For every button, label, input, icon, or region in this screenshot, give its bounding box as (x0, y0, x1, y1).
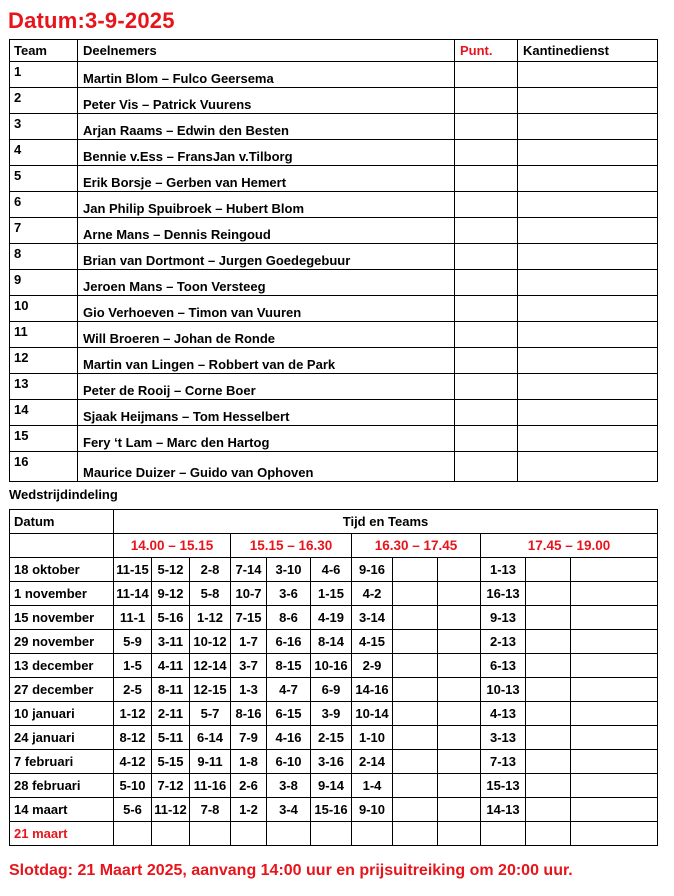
team-canteen (518, 218, 658, 244)
match-cell: 3-7 (231, 654, 267, 678)
header-canteen: Kantinedienst (518, 40, 658, 62)
match-cell: 15-16 (311, 798, 352, 822)
slot-3: 16.30 – 17.45 (352, 534, 481, 558)
match-cell (393, 606, 438, 630)
match-cell (571, 558, 658, 582)
footer-note (9, 862, 573, 880)
team-participants: Arne Mans – Dennis Reingoud (78, 218, 455, 244)
team-row (10, 426, 658, 452)
match-cell (526, 678, 571, 702)
match-cell: 4-6 (311, 558, 352, 582)
team-row (10, 374, 658, 400)
match-cell (526, 726, 571, 750)
match-cell (571, 798, 658, 822)
match-cell: 11-15 (114, 558, 152, 582)
match-cell: 6-9 (311, 678, 352, 702)
match-cell (571, 750, 658, 774)
match-cell: 3-10 (267, 558, 311, 582)
match-cell (526, 606, 571, 630)
match-cell: 5-12 (152, 558, 190, 582)
match-cell: 4-2 (352, 582, 393, 606)
match-cell: 10-12 (190, 630, 231, 654)
match-cell: 3-9 (311, 702, 352, 726)
team-row (10, 348, 658, 374)
match-cell (526, 558, 571, 582)
team-canteen (518, 192, 658, 218)
team-participants: Peter Vis – Patrick Vuurens (78, 88, 455, 114)
match-cell: 7-12 (152, 774, 190, 798)
match-cell: 8-14 (311, 630, 352, 654)
team-points (455, 88, 518, 114)
teams-header-row (10, 40, 658, 62)
match-cell: 16-13 (481, 582, 526, 606)
page-title: Datum:3-9-2025 (8, 8, 175, 33)
match-cell (438, 654, 481, 678)
schedule-date: 27 december (10, 678, 114, 702)
match-cell: 1-2 (231, 798, 267, 822)
match-cell: 3-13 (481, 726, 526, 750)
team-number: 10 (10, 296, 78, 322)
match-cell: 2-11 (152, 702, 190, 726)
match-cell: 2-15 (311, 726, 352, 750)
match-cell (571, 606, 658, 630)
team-participants: Maurice Duizer – Guido van Ophoven (78, 452, 455, 482)
team-row (10, 270, 658, 296)
match-cell (438, 750, 481, 774)
team-row (10, 166, 658, 192)
team-points (455, 400, 518, 426)
match-cell: 5-9 (114, 630, 152, 654)
schedule-date: 7 februari (10, 750, 114, 774)
schedule-date: 29 november (10, 630, 114, 654)
team-participants: Bennie v.Ess – FransJan v.Tilborg (78, 140, 455, 166)
match-cell (393, 774, 438, 798)
match-cell (526, 630, 571, 654)
team-number: 14 (10, 400, 78, 426)
match-cell: 7-13 (481, 750, 526, 774)
team-participants: Martin van Lingen – Robbert van de Park (78, 348, 455, 374)
match-cell (438, 726, 481, 750)
match-cell (438, 678, 481, 702)
schedule-date: 28 februari (10, 774, 114, 798)
slot-empty (10, 534, 114, 558)
match-cell: 11-16 (190, 774, 231, 798)
match-cell (481, 822, 526, 846)
team-participants: Brian van Dortmont – Jurgen Goedegebuur (78, 244, 455, 270)
match-cell (526, 774, 571, 798)
match-cell: 8-6 (267, 606, 311, 630)
team-participants: Gio Verhoeven – Timon van Vuuren (78, 296, 455, 322)
team-points (455, 244, 518, 270)
team-row (10, 400, 658, 426)
team-row (10, 322, 658, 348)
match-cell: 4-15 (352, 630, 393, 654)
match-cell: 14-16 (352, 678, 393, 702)
match-cell: 2-6 (231, 774, 267, 798)
match-cell: 9-16 (352, 558, 393, 582)
match-cell (438, 774, 481, 798)
schedule-row (10, 822, 658, 846)
match-cell: 11-1 (114, 606, 152, 630)
match-cell (571, 654, 658, 678)
match-cell (438, 606, 481, 630)
match-cell: 11-12 (152, 798, 190, 822)
slot-4: 17.45 – 19.00 (481, 534, 658, 558)
match-cell: 6-16 (267, 630, 311, 654)
match-cell: 9-11 (190, 750, 231, 774)
match-cell: 2-14 (352, 750, 393, 774)
team-points (455, 114, 518, 140)
team-canteen (518, 374, 658, 400)
team-number: 5 (10, 166, 78, 192)
match-cell: 4-11 (152, 654, 190, 678)
schedule-row (10, 678, 658, 702)
team-points (455, 140, 518, 166)
team-participants: Sjaak Heijmans – Tom Hesselbert (78, 400, 455, 426)
match-cell: 8-12 (114, 726, 152, 750)
team-row (10, 192, 658, 218)
match-cell: 3-11 (152, 630, 190, 654)
team-points (455, 452, 518, 482)
team-participants: Peter de Rooij – Corne Boer (78, 374, 455, 400)
match-cell: 3-8 (267, 774, 311, 798)
team-number: 16 (10, 452, 78, 482)
match-cell (438, 582, 481, 606)
match-cell: 1-8 (231, 750, 267, 774)
schedule-date: 15 november (10, 606, 114, 630)
team-participants: Fery ‘t Lam – Marc den Hartog (78, 426, 455, 452)
team-number: 2 (10, 88, 78, 114)
team-row (10, 244, 658, 270)
match-cell: 4-7 (267, 678, 311, 702)
match-cell: 2-8 (190, 558, 231, 582)
team-number: 15 (10, 426, 78, 452)
match-cell (526, 798, 571, 822)
match-cell: 8-11 (152, 678, 190, 702)
match-cell: 4-19 (311, 606, 352, 630)
schedule-row (10, 702, 658, 726)
match-cell: 9-14 (311, 774, 352, 798)
schedule-date: 10 januari (10, 702, 114, 726)
match-cell (438, 630, 481, 654)
team-points (455, 322, 518, 348)
match-cell: 3-16 (311, 750, 352, 774)
schedule-header-row (10, 510, 658, 534)
match-cell (438, 822, 481, 846)
match-cell: 9-13 (481, 606, 526, 630)
match-cell: 7-14 (231, 558, 267, 582)
team-number: 7 (10, 218, 78, 244)
schedule-row (10, 606, 658, 630)
schedule-date: 18 oktober (10, 558, 114, 582)
team-canteen (518, 114, 658, 140)
match-cell (438, 702, 481, 726)
match-cell: 5-6 (114, 798, 152, 822)
header-date: Datum (10, 510, 114, 534)
match-cell (393, 726, 438, 750)
schedule-date: 13 december (10, 654, 114, 678)
header-points: Punt. (455, 40, 518, 62)
match-cell (352, 822, 393, 846)
match-cell: 1-4 (352, 774, 393, 798)
match-cell (393, 822, 438, 846)
match-cell: 4-12 (114, 750, 152, 774)
match-cell: 3-4 (267, 798, 311, 822)
match-cell (114, 822, 152, 846)
match-cell (438, 798, 481, 822)
match-cell (393, 630, 438, 654)
match-cell (571, 582, 658, 606)
match-cell: 10-14 (352, 702, 393, 726)
team-points (455, 192, 518, 218)
schedule-date: 1 november (10, 582, 114, 606)
match-cell: 1-15 (311, 582, 352, 606)
footer-label: Slotdag (9, 862, 68, 879)
schedule-row (10, 798, 658, 822)
team-participants: Jeroen Mans – Toon Versteeg (78, 270, 455, 296)
schedule-date: 24 januari (10, 726, 114, 750)
match-cell: 5-7 (190, 702, 231, 726)
match-cell: 1-5 (114, 654, 152, 678)
team-canteen (518, 270, 658, 296)
match-cell: 4-13 (481, 702, 526, 726)
schedule-row (10, 582, 658, 606)
match-cell: 5-10 (114, 774, 152, 798)
team-points (455, 296, 518, 322)
match-cell: 2-9 (352, 654, 393, 678)
match-cell: 6-13 (481, 654, 526, 678)
header-participants: Deelnemers (78, 40, 455, 62)
match-cell: 5-15 (152, 750, 190, 774)
match-cell (267, 822, 311, 846)
team-points (455, 166, 518, 192)
match-cell: 12-15 (190, 678, 231, 702)
match-cell: 1-3 (231, 678, 267, 702)
team-number: 13 (10, 374, 78, 400)
match-cell (393, 678, 438, 702)
match-cell: 3-6 (267, 582, 311, 606)
match-cell: 7-8 (190, 798, 231, 822)
match-cell: 1-7 (231, 630, 267, 654)
match-cell (393, 750, 438, 774)
match-cell: 6-15 (267, 702, 311, 726)
team-participants: Jan Philip Spuibroek – Hubert Blom (78, 192, 455, 218)
match-cell: 7-9 (231, 726, 267, 750)
match-cell: 9-10 (352, 798, 393, 822)
match-cell (393, 654, 438, 678)
team-participants: Martin Blom – Fulco Geersema (78, 62, 455, 88)
match-cell (571, 630, 658, 654)
match-cell: 5-11 (152, 726, 190, 750)
match-cell: 11-14 (114, 582, 152, 606)
team-points (455, 426, 518, 452)
team-participants: Erik Borsje – Gerben van Hemert (78, 166, 455, 192)
match-cell (571, 702, 658, 726)
match-cell (571, 726, 658, 750)
team-points (455, 374, 518, 400)
team-participants: Will Broeren – Johan de Ronde (78, 322, 455, 348)
team-canteen (518, 348, 658, 374)
team-number: 1 (10, 62, 78, 88)
match-cell: 9-12 (152, 582, 190, 606)
match-cell: 1-10 (352, 726, 393, 750)
match-cell: 3-14 (352, 606, 393, 630)
slot-1: 14.00 – 15.15 (114, 534, 231, 558)
match-cell: 5-16 (152, 606, 190, 630)
team-canteen (518, 400, 658, 426)
match-cell: 10-13 (481, 678, 526, 702)
team-row (10, 296, 658, 322)
team-number: 11 (10, 322, 78, 348)
match-cell (231, 822, 267, 846)
schedule-date: 21 maart (10, 822, 114, 846)
schedule-row (10, 654, 658, 678)
team-participants: Arjan Raams – Edwin den Besten (78, 114, 455, 140)
match-cell: 2-5 (114, 678, 152, 702)
match-cell: 12-14 (190, 654, 231, 678)
schedule-slot-row (10, 534, 658, 558)
header-time-teams: Tijd en Teams (114, 510, 658, 534)
team-canteen (518, 452, 658, 482)
footer-text: : 21 Maart 2025, aanvang 14:00 uur en prijsuitreiking om 20:00 uur. (67, 862, 573, 879)
match-cell (571, 822, 658, 846)
match-cell: 8-15 (267, 654, 311, 678)
team-row (10, 452, 658, 482)
match-cell (152, 822, 190, 846)
match-cell: 14-13 (481, 798, 526, 822)
match-cell (526, 702, 571, 726)
team-points (455, 62, 518, 88)
match-cell (571, 678, 658, 702)
team-canteen (518, 296, 658, 322)
header-team: Team (10, 40, 78, 62)
team-row (10, 114, 658, 140)
schedule-table (9, 509, 658, 846)
team-number: 12 (10, 348, 78, 374)
match-cell: 6-14 (190, 726, 231, 750)
match-cell: 1-12 (114, 702, 152, 726)
team-number: 8 (10, 244, 78, 270)
match-cell: 2-13 (481, 630, 526, 654)
match-cell (311, 822, 352, 846)
match-cell (526, 750, 571, 774)
team-points (455, 348, 518, 374)
match-cell: 10-16 (311, 654, 352, 678)
team-number: 3 (10, 114, 78, 140)
team-number: 4 (10, 140, 78, 166)
match-cell (393, 798, 438, 822)
schedule-label: Wedstrijdindeling (9, 487, 118, 502)
match-cell: 10-7 (231, 582, 267, 606)
match-cell: 1-13 (481, 558, 526, 582)
team-row (10, 88, 658, 114)
match-cell (393, 582, 438, 606)
team-row (10, 140, 658, 166)
team-canteen (518, 62, 658, 88)
match-cell: 7-15 (231, 606, 267, 630)
team-canteen (518, 426, 658, 452)
match-cell (526, 582, 571, 606)
match-cell: 8-16 (231, 702, 267, 726)
schedule-row (10, 726, 658, 750)
team-row (10, 62, 658, 88)
team-number: 6 (10, 192, 78, 218)
slot-2: 15.15 – 16.30 (231, 534, 352, 558)
match-cell: 5-8 (190, 582, 231, 606)
match-cell: 6-10 (267, 750, 311, 774)
schedule-date: 14 maart (10, 798, 114, 822)
team-canteen (518, 244, 658, 270)
team-number: 9 (10, 270, 78, 296)
team-points (455, 218, 518, 244)
match-cell (190, 822, 231, 846)
team-points (455, 270, 518, 296)
schedule-row (10, 558, 658, 582)
team-canteen (518, 166, 658, 192)
team-row (10, 218, 658, 244)
schedule-row (10, 750, 658, 774)
match-cell (526, 822, 571, 846)
match-cell (393, 702, 438, 726)
teams-table (9, 39, 658, 482)
schedule-row (10, 774, 658, 798)
team-canteen (518, 88, 658, 114)
schedule-row (10, 630, 658, 654)
team-canteen (518, 322, 658, 348)
match-cell (526, 654, 571, 678)
match-cell: 1-12 (190, 606, 231, 630)
team-canteen (518, 140, 658, 166)
match-cell (393, 558, 438, 582)
match-cell (571, 774, 658, 798)
match-cell (438, 558, 481, 582)
match-cell: 4-16 (267, 726, 311, 750)
match-cell: 15-13 (481, 774, 526, 798)
